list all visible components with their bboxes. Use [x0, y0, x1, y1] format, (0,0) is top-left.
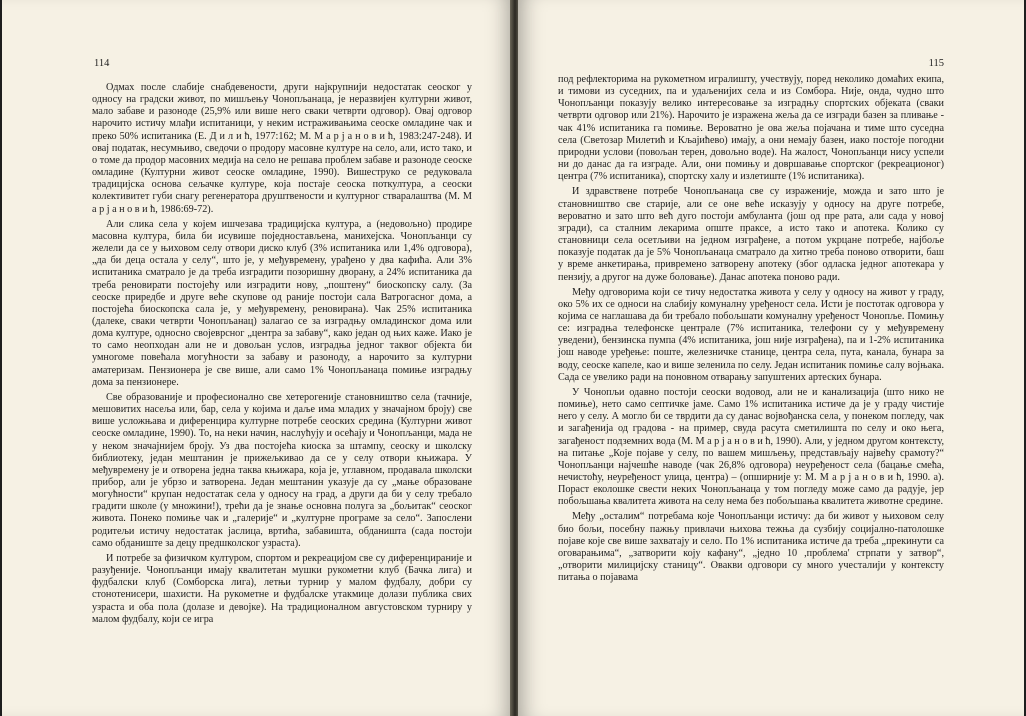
body-text — [558, 74, 944, 587]
right-page — [518, 0, 1024, 716]
paragraph: Међу „осталим“ потребама које Чонопљанци истичу: да би живот у њиховом селу био бољи, посебну пажњу привлачи њихова тежња да сузбију социјално-патолошке појаве које све више захватају и село. По 1% испитаника истиче да треба „прекинути са оговарањима“, „затворити коју кафану“, „једно 10 ,проблема' стрпати у затвор“, „отворити милицијску станицу“. Овакви одговори су много учесталији у контексту питања о појавама — [558, 511, 944, 584]
paragraph: Међу одговорима који се тичу недостатка живота у селу у односу на живот у граду, око 5% их се односи на слабију комуналну уређеност села. Исти је постотак одговора у којима се наглашава да би требало побољшати комуналну уређеност Чонопље. Помињу се: изградња телефонске централе (7% испитаника, телефони су у међувремену уведени), бензинска пумпа (4% испитаника, још није изграђена), па и 1-2% испитаника још наводе уређење: поште, железничке станице, центра села, пута, канала, бунара за воду, сеоске капеле, као и више зеленила по селу. Један испитаник помиње салу војњака. Сада се увелико ради на поновном отварању запуштених артеских бунара. — [558, 286, 944, 383]
paragraph: И потребе за физичком културом, спортом и рекреацијом све су диференцираније и разуђеније. Чонопљанци имају квалитетан мушки рукометни клуб (Бачка лига) и фудбалски клуб (Сомборска лига), летњи турнир у малом фудбалу, добри су стонотенисери, шахисти. На рукометне и фудбалске утакмице долази публика свих узраста и оба пола (долазе и девојке). На традиционалном августовском турниру у малом фудбалу, који се игра — [92, 552, 472, 625]
paragraph: под рефлекторима на рукометном игралишту, учествују, поред неколико домаћих екипа, и тимови из суседних, па и удаљенијих села и из Сомбора. Није, онда, чудно што Чонопљанци показују велико интересовање за изградњу спортских објеката (сваки четврти одговор или 21%). Нарочито је изражена жеља да се изгради базен за пливање - чак 41% испитаника га помиње. Вероватно је ова жеља појачана и тиме што суседна села (Светозар Милетић и Кљајићево) имају, а они немају базен, иако постоје погодни природни услови (повољан терен, довољно воде). На жалост, Чонопљанци нису успели ни до данас да га изграде. Али, они помињу и довршавање спортског (рекреационог) центра (7% испитаника), спортску халу и излетиште (1% испитаника). — [558, 74, 944, 183]
paragraph: Одмах после слабије снабдевености, други најкрупнији недостатак сеоског у односу на градски живот, по мишљењу Чонопљанаца, је неразвијен културни живот, мало забаве и разоноде (25,9% или више него сваки четврти одговор). Овај одговор нарочито истичу млађи испитаници, у неким истраживањима сеоске омладине чак и преко 50% испитаника (Е. Д и л и ћ, 1977:162; М. М а р ј а н о в и ћ, 1983:247-248). И овај податак, несумњиво, сведочи о продору масовне културе на село, али, исто тако, и о томе да продор масовних медија на село не решава проблем забаве и разоноде сеоске омладине (Културни живот сеоске омладине, 1990). Вишеструко се редуковала традицијска основа сељачке културе, која постаје сеоска поткултура, а сеоски колективитет губи снагу регенератора друштвености и културног стваралаштва (М. М а р ј а н о в и ћ, 1986:69-72). — [92, 82, 472, 215]
paragraph: Све образованије и професионално све хетерогеније становништво села (тачније, мешовитих насеља или, бар, села у којима и даље има младих у значајном броју) све више усложњава и диференцира културне потребе сеоских средина (Културни живот сеоске омладине, 1990). То, на неки начин, наслућују и осећају и Чонопљанци, мада не у неком значајнијем броју. Уз два постојећа киоска за штампу, сеоску и школску библиотеку, један мештанин је прижељкивао да се у селу отвори књижара. У међувремену је и отворена једна таква књижара, која је, углавном, продавала школски прибор, али је убрзо и затворена. Један мештанин указује да су „мање образоване могућности“ крупан недостатак села у односу на град, а други да би у селу требало градити школе (у множини!), трећи да је знање основна полуга за „бољитак“ сеоског живота. Понеко помиње чак и „галерије“ и „културне програме за село“. Запослени родитељи истичу недостатак јаслица, вртића, забавишта, обданишта (сада постоји само обданиште за децу предшколског узраста). — [92, 391, 472, 549]
paragraph: И здравствене потребе Чонопљанаца све су израженије, можда и зато што је становништво све старије, али се оне веће исказују у односу на друге потребе, вероватно и зато што већ дуго постоји амбуланта (још од пре рата, али сада у новој згради), са сталним лекарима опште праксе, а исто тако и апотека. Колико су становници села осетљиви на једном изграђене, а потом укрцане потребе, најбоље показује податак да је 5% Чонопљанаца сматрало да хитно треба поново отворити, баш у време анкетирања, привремено затворену апотеку (због одласка једног апотекара у пензију, а другог на дуже боловање). Данас апотека поново ради. — [558, 186, 944, 283]
page-number: 114 — [94, 58, 110, 69]
left-page — [2, 0, 512, 716]
paragraph: Али слика села у којем ишчезава традицијска култура, а (недовољно) продире масовна култура, била би исувише поједностављена, манихејска. Чонопљанци су желели да се у њиховом селу отвори диско клуб (3% испитаника или 1,4% одговора), „да би деца остала у селу“, што је, у међувремену, урађено у два кафића. Али 3% испитаника сматрало је да треба изградити позоришну дворану, а 24% испитаника да треба реновирати постојећу или изградити нову, „поштену“ биоскопску салу. (За сеоске приредбе и друге веће скупове од раније постоји сала Ватрогасног дома, а постојећа биоскопска сала је, у међувремену, реновирана). Чак 25% испитаника (далеке, сваки четврти Чонопљанац) залагао се за изградњу омладинског дома или дома културе, односно својеврсног „центра за забаву“, како један од њих каже. Иако је то само неопходан али не и довољан услов, изградња једног таквог објекта би умногоме повећала могућности за забаву и разоноду, а нарочито за културни аматеризам. Пензионера је све више, али само 1% Чонопљанаца помиње изградњу дома за пензионере. — [92, 218, 472, 388]
page-number: 115 — [928, 58, 944, 69]
body-text — [92, 82, 472, 629]
paragraph: У Чонопљи одавно постоји сеоски водовод, али не и канализација (што нико не помиње), нето само септичке јаме. Само 1% испитаника истиче да је у граду чистије него у селу. А могло би се тврдити да су данас војвођанска села, у понеком погледу, чак и загађенија од градова - на пример, свуда расута сметилишта по селу и око њега, загађеност подземних вода (М. М а р ј а н о в и ћ, 1990). Али, у једном другом контексту, на питање „Које појаве у селу, по вашем мишљењу, представљају највећу срамоту?“ Чонопљанци најчешће наводе (чак 26,8% одговора) неуређеност села (бацање смећа, нечистоћу, неуређеност улица, центра) – (опширније у: М. М а р ј а н о в и ћ, 1990. а). Пораст еколошке свести неких Чонопљанаца у том погледу може само да радује, јер побољшања квалитета живота на селу нема без побољшања квалитета животне средине. — [558, 386, 944, 508]
